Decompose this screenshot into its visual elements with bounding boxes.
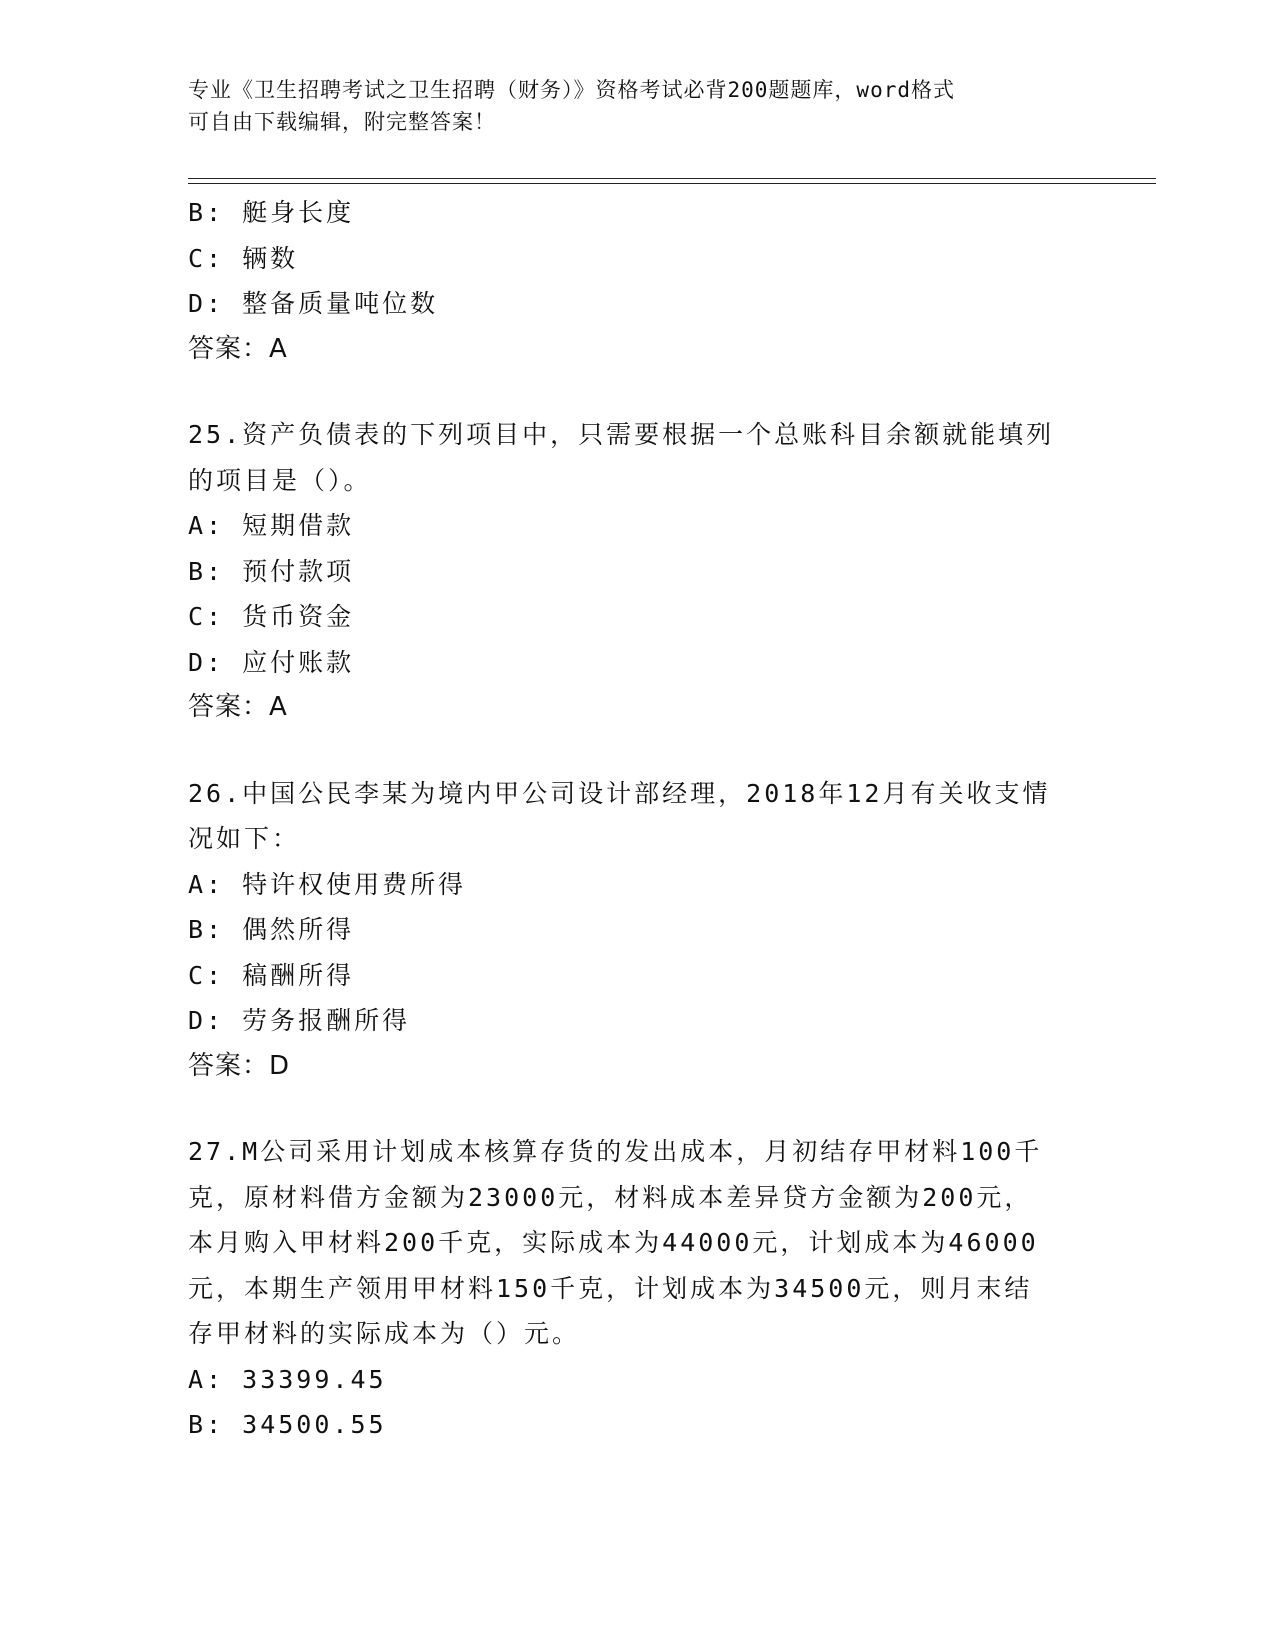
question-text-line: 元，本期生产领用甲材料150千克，计划成本为34500元，则月末结 — [188, 1273, 1033, 1303]
spacer — [188, 731, 1088, 771]
spacer — [188, 1089, 1088, 1129]
question-text-line: 克，原材料借方金额为23000元，材料成本差异贷方金额为200元， — [188, 1182, 1033, 1212]
question-24-continuation — [188, 190, 1088, 372]
answer-label: 答案：A — [188, 692, 288, 722]
question-text-line: 存甲材料的实际成本为（）元。 — [188, 1319, 581, 1348]
option-c: C: 稿酬所得 — [188, 960, 355, 990]
option-d: D: 整备质量吨位数 — [188, 289, 439, 318]
question-text-line: 况如下： — [188, 824, 301, 853]
question-26 — [188, 771, 1088, 1090]
question-text-line: 本月购入甲材料200千克，实际成本为44000元，计划成本为46000 — [188, 1228, 1039, 1257]
question-text-line: 26.中国公民李某为境内甲公司设计部经理，2018年12月有关收支情 — [188, 778, 1051, 808]
question-27 — [188, 1129, 1088, 1448]
option-a: A: 短期借款 — [188, 511, 355, 540]
option-d: D: 劳务报酬所得 — [188, 1006, 411, 1035]
option-b: B: 34500.55 — [188, 1410, 387, 1439]
option-d: D: 应付账款 — [188, 647, 355, 677]
option-a: A: 33399.45 — [188, 1364, 387, 1394]
spacer — [188, 372, 1088, 412]
question-25 — [188, 412, 1088, 731]
option-a: A: 特许权使用费所得 — [188, 869, 467, 899]
header-line-1: 专业《卫生招聘考试之卫生招聘（财务）》资格考试必背200题题库，word格式 — [188, 78, 955, 102]
answer-label: 答案：D — [188, 1050, 291, 1081]
header-line-2: 可自由下载编辑，附完整答案！ — [188, 110, 496, 134]
option-c: C: 货币资金 — [188, 602, 355, 631]
question-text-line: 27.M公司采用计划成本核算存货的发出成本，月初结存甲材料100千 — [188, 1137, 1043, 1166]
answer-label: 答案：A — [188, 333, 288, 364]
header-divider-bottom — [188, 183, 1156, 184]
document-header — [188, 74, 1068, 138]
question-text-line: 25.资产负债表的下列项目中，只需要根据一个总账科目余额就能填列 — [188, 420, 1055, 449]
question-list — [188, 190, 1088, 1448]
option-c: C: 辆数 — [188, 243, 299, 273]
option-b: B: 偶然所得 — [188, 915, 355, 944]
option-b: B: 预付款项 — [188, 556, 355, 586]
question-text-line: 的项目是（）。 — [188, 465, 372, 495]
header-divider-top — [188, 178, 1156, 179]
option-b: B: 艇身长度 — [188, 198, 355, 227]
